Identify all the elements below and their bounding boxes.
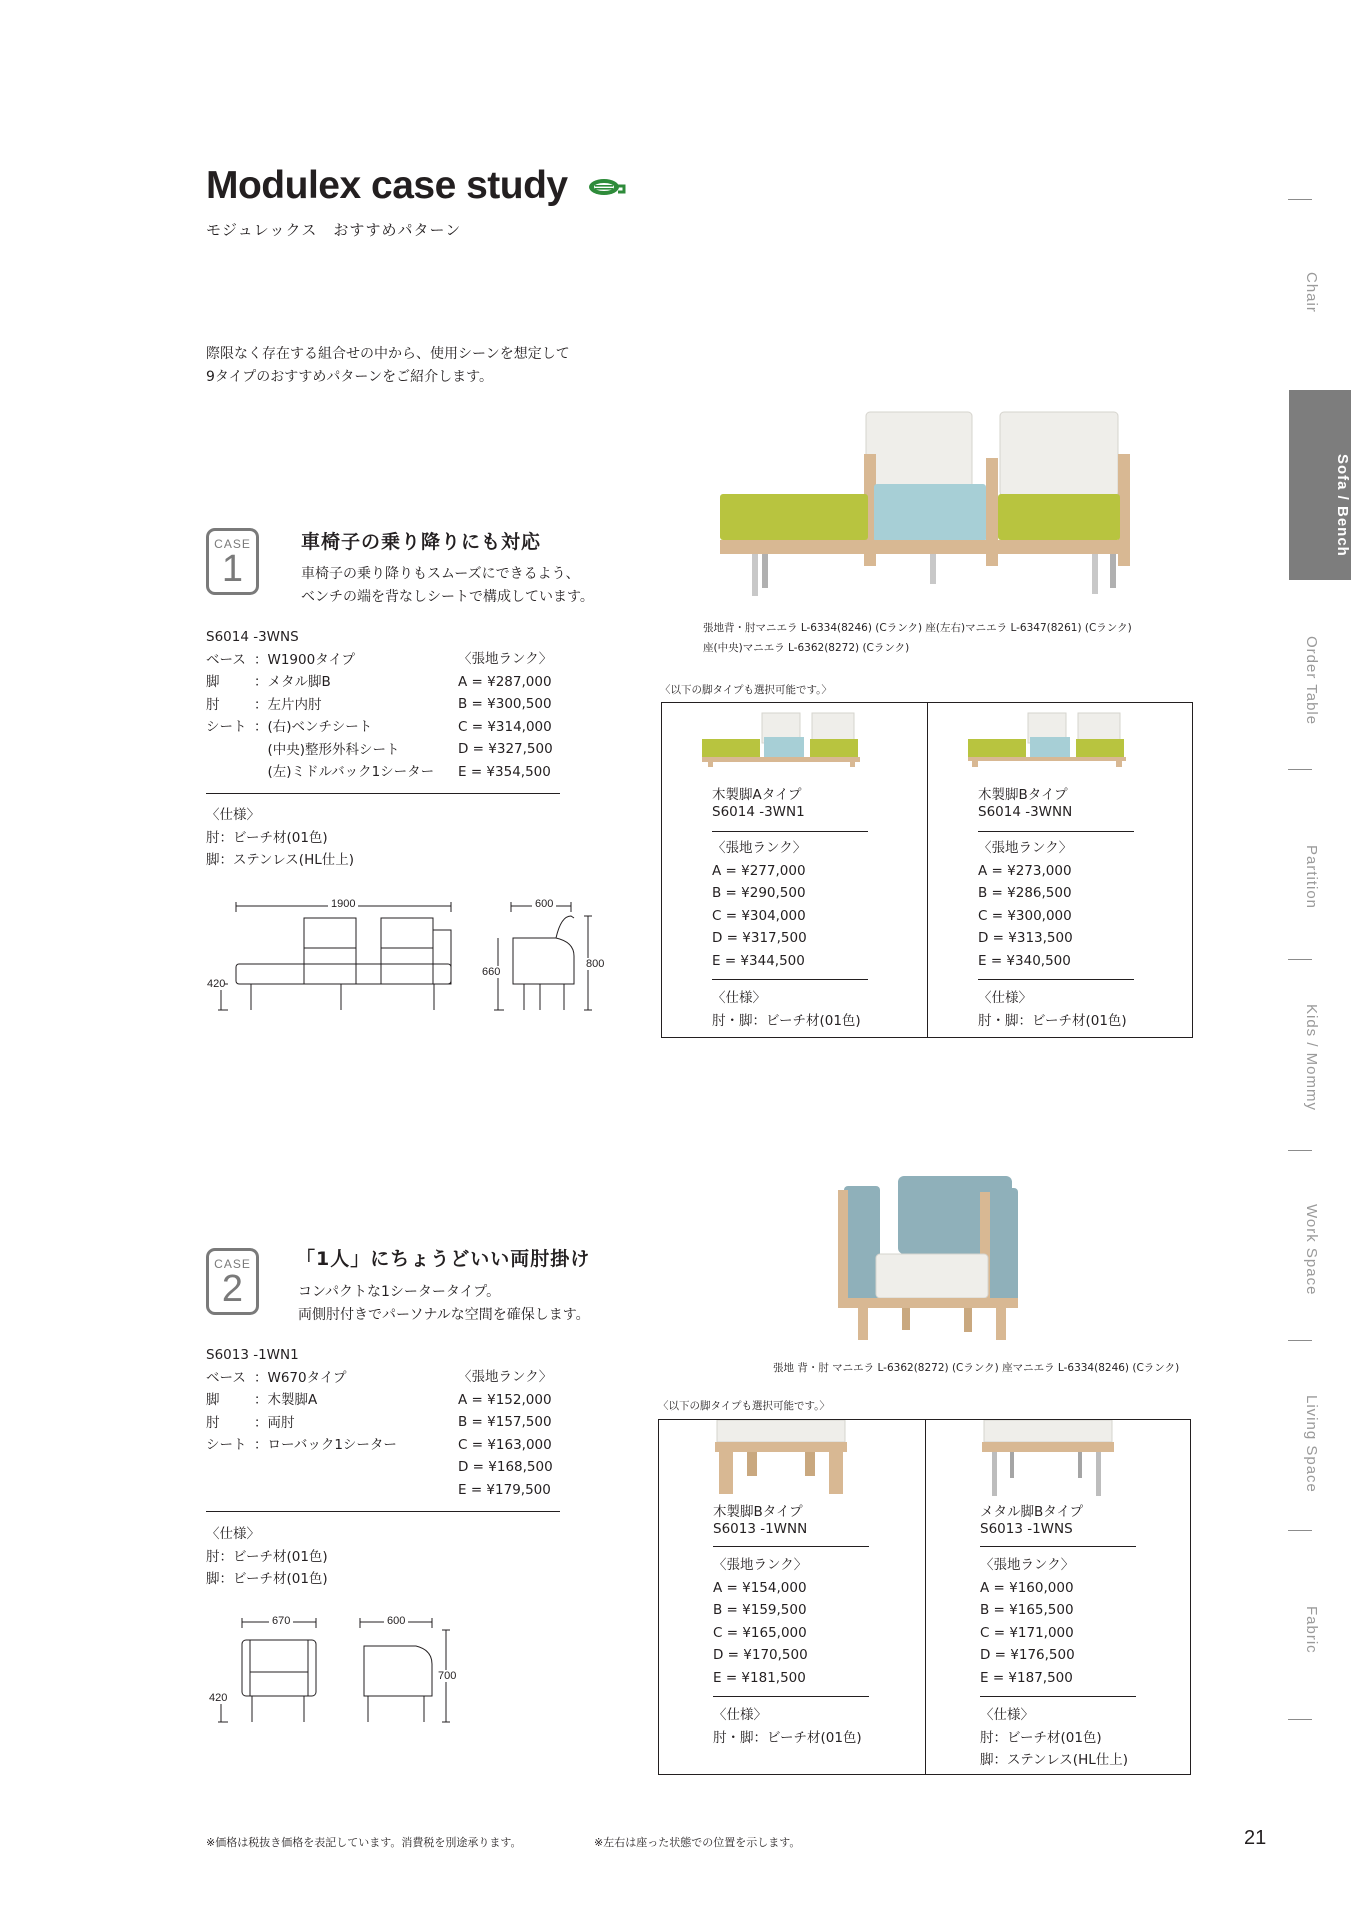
green-mark-icon [588,176,626,198]
case-desc-line: 車椅子の乗り降りもスムーズにできるよう、 [301,566,580,582]
case-number: 1 [221,548,244,590]
spec-value: ：ローバック1シーター [254,1437,397,1453]
divider [712,831,868,832]
shiyo-title: 〈仕様〉 [206,807,260,823]
rank-price: E = ¥181,500 [713,1669,806,1686]
spec-key: ベース [206,1369,246,1386]
page-subtitle: モジュレックス おすすめパターン [206,221,462,239]
footer-note: ※価格は税抜き価格を表記しています。消費税を別途承ります。 [206,1836,522,1849]
rank-price: A = ¥152,000 [458,1391,552,1408]
spec-key: ベース [206,651,246,668]
option-title [713,1504,807,1538]
option-shiyo [713,1704,862,1749]
dim-width: 670 [269,1615,293,1627]
spec-value: ：W1900タイプ [254,651,356,668]
option-rank-list [980,1554,1075,1689]
rank-price: A = ¥154,000 [713,1579,807,1596]
rank-price: B = ¥165,500 [980,1602,1074,1618]
spec-key: シート [206,719,247,735]
option-rank-list [713,1554,808,1689]
footer-note: ※左右は座った状態での位置を示します。 [594,1836,801,1849]
rank-title: 〈張地ランク〉 [458,651,553,667]
rank-price: D = ¥170,500 [713,1647,808,1663]
rank-title: 〈張地ランク〉 [712,840,807,856]
spec-list [206,1344,397,1457]
rank-price: B = ¥159,500 [713,1602,807,1618]
rank-price: D = ¥313,500 [978,930,1073,946]
rank-list [458,648,553,783]
spec-key: 脚 [206,674,220,690]
option-name: メタル脚Bタイプ [980,1504,1084,1520]
spec-key: シート [206,1437,247,1453]
rank-price: A = ¥277,000 [712,862,806,879]
option-image [980,1420,1116,1500]
side-divider [1288,199,1312,200]
option-shiyo [980,1704,1128,1772]
shiyo-item: 肘：ビーチ材(01色) [206,829,328,846]
side-tab-kids-mommy[interactable]: Kids / Mommy [1303,1004,1320,1112]
side-tab-order-table[interactable]: Order Table [1303,636,1320,726]
spec-key: 肘 [206,1414,220,1431]
rank-price: A = ¥273,000 [978,862,1072,879]
option-cell [925,1420,1191,1774]
side-tab-fabric[interactable]: Fabric [1303,1606,1320,1654]
spec-value: ：メタル脚B [254,674,331,690]
shiyo-item: 脚：ステンレス(HL仕上) [980,1752,1129,1768]
case-heading: 車椅子の乗り降りにも対応 [301,531,542,553]
option-shiyo [712,987,861,1032]
option-rank-list [712,837,807,972]
model-number: S6013 -1WN1 [206,1347,299,1363]
intro-text [206,343,570,389]
option-image [700,711,870,767]
dimension-drawing [206,1610,466,1730]
caption-line: 張地背・肘マニエラ L-6334(8246) (Cランク) 座(左右)マニエラ L-6347(8261) (Cランク) [703,622,1132,634]
rank-price: D = ¥327,500 [458,741,553,757]
case-badge [206,528,259,595]
page-number: 21 [1244,1827,1267,1849]
fabric-caption: 張地 背・肘 マニエラ L-6362(8272) (Cランク) 座マニエラ L-6334(8246) (Cランク) [773,1362,1180,1374]
case-heading: 「1人」にちょうどいい両肘掛け [296,1248,591,1270]
option-model: S6013 -1WNS [980,1521,1073,1537]
intro-line: 9タイプのおすすめパターンをご紹介します。 [206,369,493,385]
rank-price: A = ¥160,000 [980,1579,1074,1596]
spec-value: ：W670タイプ [254,1369,347,1386]
options-table [661,702,1193,1038]
divider [206,793,560,794]
bench-image [718,408,1158,604]
side-divider [1288,769,1312,770]
rank-price: C = ¥171,000 [980,1624,1074,1641]
rank-price: D = ¥176,500 [980,1647,1075,1663]
rank-list [458,1366,553,1501]
divider [980,1546,1136,1547]
spec-value: (左)ミドルバック1シーター [254,764,435,780]
dim-depth: 600 [532,898,556,910]
side-tab-work-space[interactable]: Work Space [1303,1204,1320,1296]
dim-arm-height: 660 [482,966,501,978]
option-title [980,1504,1083,1538]
options-note: 〈以下の脚タイプも選択可能です。〉 [658,1400,830,1412]
chair-image [836,1174,1022,1342]
fabric-caption [703,618,1132,658]
rank-price: A = ¥287,000 [458,673,552,690]
option-name: 木製脚Bタイプ [978,787,1068,803]
spec-value: ：両肘 [254,1414,295,1431]
option-cell [927,703,1193,1037]
rank-title: 〈張地ランク〉 [978,840,1073,856]
case-description [301,563,594,609]
page-title: Modulex case study [206,164,568,207]
shiyo-item: 肘・脚：ビーチ材(01色) [712,1012,861,1029]
spec-key: 肘 [206,696,220,713]
case-label: CASE [214,1257,251,1271]
shiyo-item: 脚：ビーチ材(01色) [206,1571,328,1587]
rank-price: E = ¥179,500 [458,1481,551,1498]
option-title [712,787,805,821]
shiyo-title: 〈仕様〉 [712,990,766,1006]
shiyo-list [206,1523,328,1591]
case-number: 2 [221,1268,244,1310]
spec-key [206,739,254,762]
caption-line: 座(中央)マニエラ L-6362(8272) (Cランク) [703,642,910,654]
spec-value: (中央)整形外科シート [254,741,400,758]
dim-height: 800 [586,958,605,970]
rank-price: E = ¥344,500 [712,952,805,969]
rank-price: E = ¥354,500 [458,763,551,780]
spec-value: ：(右)ベンチシート [254,719,373,735]
intro-line: 際限なく存在する組合せの中から、使用シーンを想定して [206,346,570,362]
case-label: CASE [214,537,251,551]
divider [978,979,1134,980]
rank-price: C = ¥165,000 [713,1624,807,1641]
dim-width: 1900 [328,898,358,910]
divider [713,1696,869,1697]
divider [980,1696,1136,1697]
divider [713,1546,869,1547]
rank-title: 〈張地ランク〉 [458,1369,553,1385]
option-cell [659,1420,925,1774]
option-shiyo [978,987,1127,1032]
option-model: S6013 -1WNN [713,1521,808,1537]
shiyo-item: 肘・脚：ビーチ材(01色) [713,1729,862,1746]
shiyo-title: 〈仕様〉 [713,1707,767,1723]
rank-price: B = ¥290,500 [712,885,806,901]
shiyo-title: 〈仕様〉 [980,1707,1034,1723]
option-rank-list [978,837,1073,972]
case-desc-line: コンパクトな1シータータイプ。 [298,1284,501,1300]
side-tab-partition[interactable]: Partition [1303,844,1320,910]
side-tab-sofa-bench[interactable]: Sofa / Bench [1289,390,1351,580]
dim-seat-height: 420 [207,978,226,990]
case-badge [206,1248,259,1315]
option-image [966,711,1136,767]
options-note: 〈以下の脚タイプも選択可能です。〉 [660,684,832,696]
rank-title: 〈張地ランク〉 [980,1557,1075,1573]
spec-key [206,761,254,784]
case-desc-line: ベンチの端を背なしシートで構成しています。 [301,589,594,605]
rank-price: E = ¥187,500 [980,1669,1073,1686]
shiyo-item: 肘：ビーチ材(01色) [206,1548,328,1565]
rank-price: C = ¥314,000 [458,718,552,735]
option-cell [662,703,927,1037]
option-model: S6014 -3WN1 [712,804,805,820]
side-divider [1288,959,1312,960]
side-tab-living-space[interactable]: Living Space [1303,1395,1320,1493]
options-table [658,1419,1191,1775]
shiyo-item: 肘・脚：ビーチ材(01色) [978,1012,1127,1029]
option-name: 木製脚Aタイプ [712,787,802,803]
spec-list [206,626,434,784]
side-divider [1288,1719,1312,1720]
divider [978,831,1134,832]
side-divider [1288,1150,1312,1151]
shiyo-title: 〈仕様〉 [206,1526,260,1542]
rank-price: D = ¥168,500 [458,1459,553,1475]
rank-title: 〈張地ランク〉 [713,1557,808,1573]
rank-price: B = ¥157,500 [458,1414,552,1430]
option-model: S6014 -3WNN [978,804,1073,820]
shiyo-item: 肘：ビーチ材(01色) [980,1729,1102,1746]
case-desc-line: 両側肘付きでパーソナルな空間を確保します。 [298,1307,590,1323]
divider [206,1511,560,1512]
rank-price: B = ¥286,500 [978,885,1072,901]
shiyo-list [206,804,354,872]
rank-price: D = ¥317,500 [712,930,807,946]
option-name: 木製脚Bタイプ [713,1504,803,1520]
model-number: S6014 -3WNS [206,629,299,645]
side-divider [1288,1340,1312,1341]
dim-depth: 600 [384,1615,408,1627]
rank-price: E = ¥340,500 [978,952,1071,969]
rank-price: C = ¥163,000 [458,1436,552,1453]
shiyo-title: 〈仕様〉 [978,990,1032,1006]
rank-price: C = ¥304,000 [712,907,806,924]
rank-price: C = ¥300,000 [978,907,1072,924]
dim-seat-height: 420 [209,1692,228,1704]
rank-price: B = ¥300,500 [458,696,552,712]
divider [712,979,868,980]
spec-key: 脚 [206,1392,220,1408]
side-divider [1288,1530,1312,1531]
option-image [713,1420,849,1500]
shiyo-item: 脚：ステンレス(HL仕上) [206,852,355,868]
side-tab-chair[interactable]: Chair [1303,271,1320,313]
option-title [978,787,1072,821]
case-description [298,1281,590,1327]
dim-height: 700 [438,1670,457,1682]
spec-value: ：木製脚A [254,1392,318,1408]
spec-value: ：左片内肘 [254,696,322,713]
